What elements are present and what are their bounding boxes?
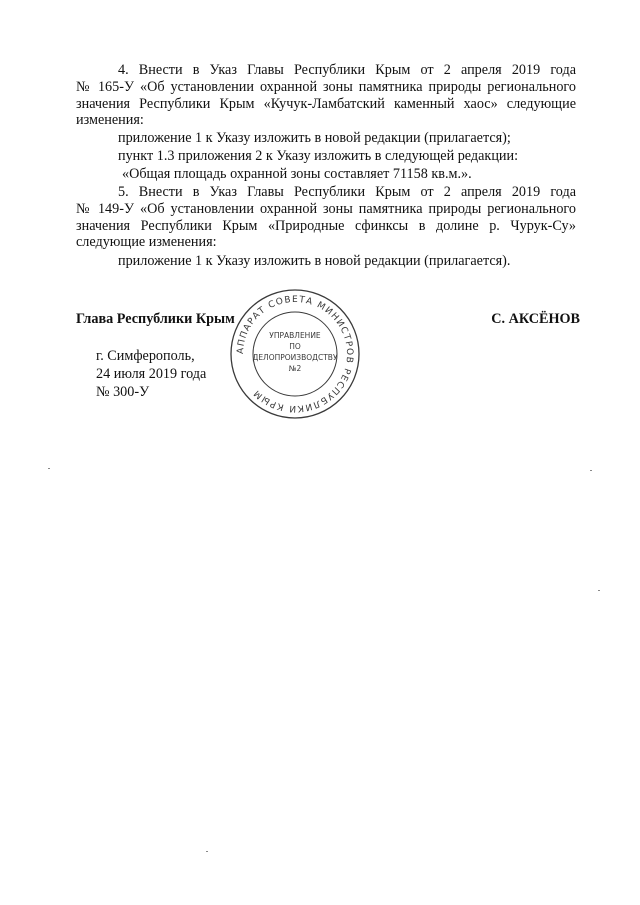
item-4-sub-1: приложение 1 к Указу изложить в новой редакции (прилагается); [118, 130, 511, 146]
item-5-line-4: следующие изменения: [76, 234, 217, 251]
svg-text:ДЕЛОПРОИЗВОДСТВУ: ДЕЛОПРОИЗВОДСТВУ [252, 353, 338, 362]
item-4-line-4: изменения: [76, 112, 144, 129]
scan-speck [48, 468, 50, 469]
item-5-paragraph [76, 184, 576, 251]
scan-speck [590, 470, 592, 471]
item-4-line-1: 4. Внести в Указ Главы Республики Крым от 2 апреля 2019 года [118, 62, 576, 78]
item-5-line-3: значения Республики Крым «Природные сфинксы в долине р. Чурук-Су» [76, 217, 576, 234]
issuance-number: № 300-У [96, 384, 150, 400]
scan-speck [598, 590, 600, 591]
item-4-line-3: значения Республики Крым «Кучук-Ламбатский каменный хаос» следующие [76, 95, 576, 112]
item-4-line-2: № 165-У «Об установлении охранной зоны памятника природы регионального [76, 78, 576, 95]
svg-text:АППАРАТ СОВЕТА МИНИСТРОВ РЕСПУ: АППАРАТ СОВЕТА МИНИСТРОВ РЕСПУБЛИКИ КРЫМ [235, 294, 355, 414]
issuance-date: 24 июля 2019 года [96, 366, 207, 382]
item-5-line-2: № 149-У «Об установлении охранной зоны памятника природы регионального [76, 200, 576, 217]
scan-speck [206, 851, 208, 852]
svg-text:№2: №2 [288, 364, 302, 373]
item-5-sub-1: приложение 1 к Указу изложить в новой редакции (прилагается). [118, 253, 511, 269]
item-5-line-1: 5. Внести в Указ Главы Республики Крым от 2 апреля 2019 года [118, 184, 576, 200]
issuance-city: г. Симферополь, [96, 348, 195, 364]
item-4-sub-3: «Общая площадь охранной зоны составляет 71158 кв.м.». [122, 166, 472, 182]
signatory-name: С. АКСЁНОВ [491, 311, 580, 327]
svg-text:УПРАВЛЕНИЕ: УПРАВЛЕНИЕ [269, 331, 321, 340]
signatory-position: Глава Республики Крым [76, 311, 235, 327]
item-4-paragraph [76, 62, 576, 129]
official-stamp [227, 286, 363, 422]
item-4-sub-2: пункт 1.3 приложения 2 к Указу изложить в следующей редакции: [118, 148, 519, 164]
svg-text:ПО: ПО [289, 342, 301, 351]
